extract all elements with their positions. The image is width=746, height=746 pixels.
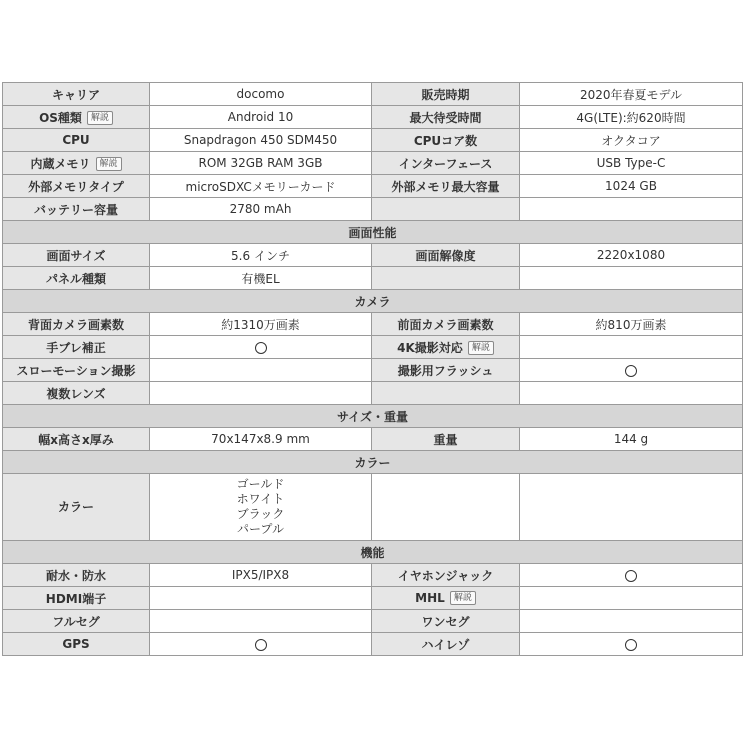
section-color: カラー <box>3 451 743 474</box>
label-interface: インターフェース <box>372 152 520 175</box>
section-camera: カメラ <box>3 290 743 313</box>
explain-badge-os[interactable]: 解説 <box>87 111 113 125</box>
value-waterproof: IPX5/IPX8 <box>150 564 372 587</box>
value-4k <box>520 336 743 359</box>
label-headphone: イヤホンジャック <box>372 564 520 587</box>
row-screen <box>3 244 743 267</box>
section-display-row <box>3 221 743 244</box>
value-screen-size: 5.6 インチ <box>150 244 372 267</box>
supported-circle-icon <box>255 342 267 354</box>
value-release: 2020年春夏モデル <box>520 83 743 106</box>
label-color: カラー <box>3 474 150 541</box>
label-carrier: キャリア <box>3 83 150 106</box>
section-size-row <box>3 405 743 428</box>
row-dimensions <box>3 428 743 451</box>
value-dimensions: 70x147x8.9 mm <box>150 428 372 451</box>
section-display: 画面性能 <box>3 221 743 244</box>
value-fullseg <box>150 610 372 633</box>
label-ext-memory-type: 外部メモリタイプ <box>3 175 150 198</box>
color-item: ゴールド <box>236 477 285 491</box>
empty-label <box>372 198 520 221</box>
section-color-row <box>3 451 743 474</box>
supported-circle-icon <box>625 639 637 651</box>
value-memory: ROM 32GB RAM 3GB <box>150 152 372 175</box>
empty-label <box>372 382 520 405</box>
row-gps <box>3 633 743 656</box>
value-ext-memory-max: 1024 GB <box>520 175 743 198</box>
row-camera-pixels <box>3 313 743 336</box>
value-mhl <box>520 587 743 610</box>
value-ext-memory-type: microSDXCメモリーカード <box>150 175 372 198</box>
label-cpu: CPU <box>3 129 150 152</box>
label-memory-cell <box>3 152 150 175</box>
value-hires <box>520 633 743 656</box>
label-standby: 最大待受時間 <box>372 106 520 129</box>
row-waterproof <box>3 564 743 587</box>
value-multi-lens <box>150 382 372 405</box>
label-mhl-cell <box>372 587 520 610</box>
value-resolution: 2220x1080 <box>520 244 743 267</box>
section-features: 機能 <box>3 541 743 564</box>
value-oneseg <box>520 610 743 633</box>
empty-value <box>520 267 743 290</box>
label-front-camera: 前面カメラ画素数 <box>372 313 520 336</box>
label-cores: CPUコア数 <box>372 129 520 152</box>
label-mhl: MHL <box>415 590 445 605</box>
row-slowmo <box>3 359 743 382</box>
label-slowmo: スローモーション撮影 <box>3 359 150 382</box>
label-ext-memory-max: 外部メモリ最大容量 <box>372 175 520 198</box>
value-interface: USB Type-C <box>520 152 743 175</box>
row-memory <box>3 152 743 175</box>
label-screen-size: 画面サイズ <box>3 244 150 267</box>
label-resolution: 画面解像度 <box>372 244 520 267</box>
value-os: Android 10 <box>150 106 372 129</box>
label-battery: バッテリー容量 <box>3 198 150 221</box>
value-headphone <box>520 564 743 587</box>
section-features-row <box>3 541 743 564</box>
label-flash: 撮影用フラッシュ <box>372 359 520 382</box>
row-tv <box>3 610 743 633</box>
label-rear-camera: 背面カメラ画素数 <box>3 313 150 336</box>
label-weight: 重量 <box>372 428 520 451</box>
color-item: パープル <box>237 522 284 536</box>
label-dimensions: 幅x高さx厚み <box>3 428 150 451</box>
row-battery <box>3 198 743 221</box>
empty-label <box>372 267 520 290</box>
label-release: 販売時期 <box>372 83 520 106</box>
value-cores: オクタコア <box>520 129 743 152</box>
label-gps: GPS <box>3 633 150 656</box>
value-slowmo <box>150 359 372 382</box>
label-hdmi: HDMI端子 <box>3 587 150 610</box>
value-flash <box>520 359 743 382</box>
label-4k: 4K撮影対応 <box>397 340 463 355</box>
value-colors <box>150 474 372 541</box>
supported-circle-icon <box>625 365 637 377</box>
row-multi-lens <box>3 382 743 405</box>
label-stabilization: 手ブレ補正 <box>3 336 150 359</box>
label-4k-cell <box>372 336 520 359</box>
row-os <box>3 106 743 129</box>
supported-circle-icon <box>625 570 637 582</box>
label-memory: 内蔵メモリ <box>30 156 91 171</box>
section-camera-row <box>3 290 743 313</box>
row-ext-memory <box>3 175 743 198</box>
value-weight: 144 g <box>520 428 743 451</box>
label-os-cell <box>3 106 150 129</box>
value-panel: 有機EL <box>150 267 372 290</box>
value-battery: 2780 mAh <box>150 198 372 221</box>
section-size: サイズ・重量 <box>3 405 743 428</box>
value-cpu: Snapdragon 450 SDM450 <box>150 129 372 152</box>
empty-value <box>372 474 520 541</box>
row-panel <box>3 267 743 290</box>
value-rear-camera: 約1310万画素 <box>150 313 372 336</box>
row-color <box>3 474 743 541</box>
supported-circle-icon <box>255 639 267 651</box>
row-carrier <box>3 83 743 106</box>
value-gps <box>150 633 372 656</box>
row-hdmi <box>3 587 743 610</box>
value-carrier: docomo <box>150 83 372 106</box>
color-item: ブラック <box>236 507 285 521</box>
empty-value <box>520 198 743 221</box>
value-front-camera: 約810万画素 <box>520 313 743 336</box>
label-fullseg: フルセグ <box>3 610 150 633</box>
label-multi-lens: 複数レンズ <box>3 382 150 405</box>
explain-badge-memory[interactable]: 解説 <box>96 157 122 171</box>
empty-value <box>520 382 743 405</box>
label-oneseg: ワンセグ <box>372 610 520 633</box>
value-stabilization <box>150 336 372 359</box>
spec-table <box>2 82 743 656</box>
row-stabilization <box>3 336 743 359</box>
row-cpu <box>3 129 743 152</box>
label-os: OS種類 <box>39 110 82 125</box>
explain-badge-4k[interactable]: 解説 <box>468 341 494 355</box>
explain-badge-mhl[interactable]: 解説 <box>450 591 476 605</box>
empty-value <box>520 474 743 541</box>
label-hires: ハイレゾ <box>372 633 520 656</box>
color-item: ホワイト <box>236 492 285 506</box>
label-waterproof: 耐水・防水 <box>3 564 150 587</box>
value-standby: 4G(LTE):約620時間 <box>520 106 743 129</box>
label-panel: パネル種類 <box>3 267 150 290</box>
value-hdmi <box>150 587 372 610</box>
